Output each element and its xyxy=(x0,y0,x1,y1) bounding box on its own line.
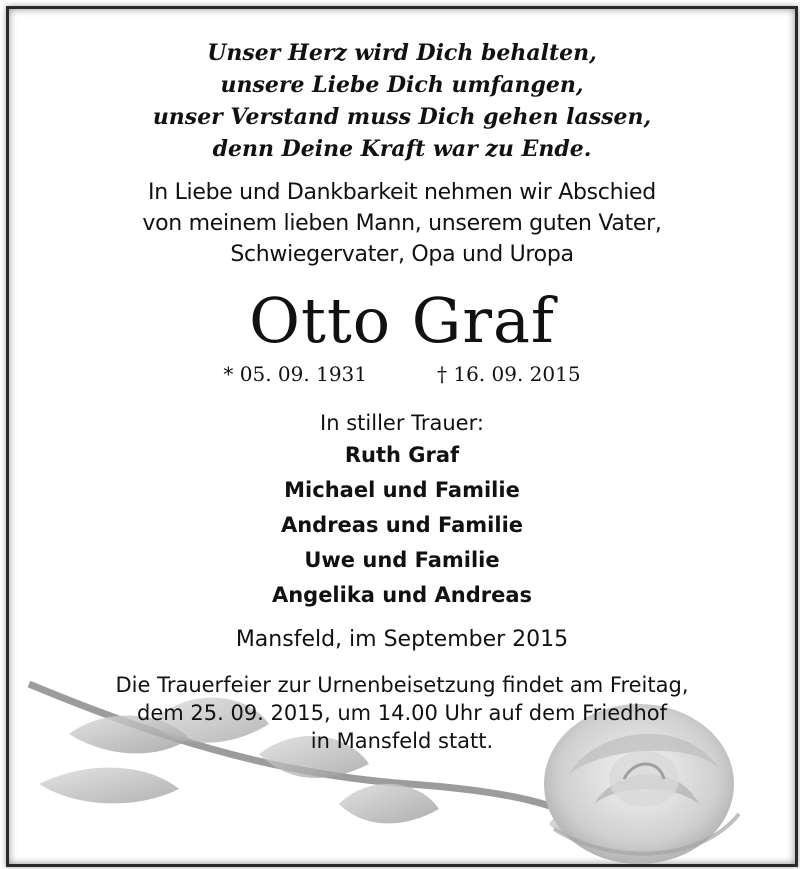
mourner: Andreas und Familie xyxy=(280,513,524,537)
verse-line: denn Deine Kraft war zu Ende. xyxy=(212,136,592,162)
verse-line: Unser Herz wird Dich behalten, xyxy=(207,40,597,66)
mourning-label: In stiller Trauer: xyxy=(320,411,484,435)
mourner: Ruth Graf xyxy=(344,443,460,467)
ceremony-line: dem 25. 09. 2015, um 14.00 Uhr auf dem Friedhof xyxy=(137,701,667,725)
verse-line: unser Verstand muss Dich gehen lassen, xyxy=(152,104,652,130)
farewell-line: In Liebe und Dankbarkeit nehmen wir Abschied xyxy=(148,180,656,205)
mourners-list xyxy=(9,438,795,613)
farewell-text xyxy=(9,177,795,270)
farewell-line: Schwiegervater, Opa und Uropa xyxy=(230,242,574,267)
place-and-date: Mansfeld, im September 2015 xyxy=(235,627,569,652)
ceremony-line: in Mansfeld statt. xyxy=(310,729,494,753)
ceremony-line: Die Trauerfeier zur Urnenbeisetzung findet am Freitag, xyxy=(115,673,689,697)
ceremony-notice xyxy=(9,671,795,755)
mourner: Angelika und Andreas xyxy=(271,583,533,607)
life-dates xyxy=(9,360,795,388)
death-date: † 16. 09. 2015 xyxy=(437,362,581,386)
farewell-line: von meinem lieben Mann, unserem guten Vater, xyxy=(142,211,662,236)
memorial-verse xyxy=(9,37,795,165)
mourner: Michael und Familie xyxy=(284,478,520,502)
deceased-name: Otto Graf xyxy=(249,284,555,357)
obituary-card xyxy=(6,6,798,867)
mourner: Uwe und Familie xyxy=(304,548,500,572)
verse-line: unsere Liebe Dich umfangen, xyxy=(220,72,584,98)
birth-date: * 05. 09. 1931 xyxy=(223,362,367,386)
